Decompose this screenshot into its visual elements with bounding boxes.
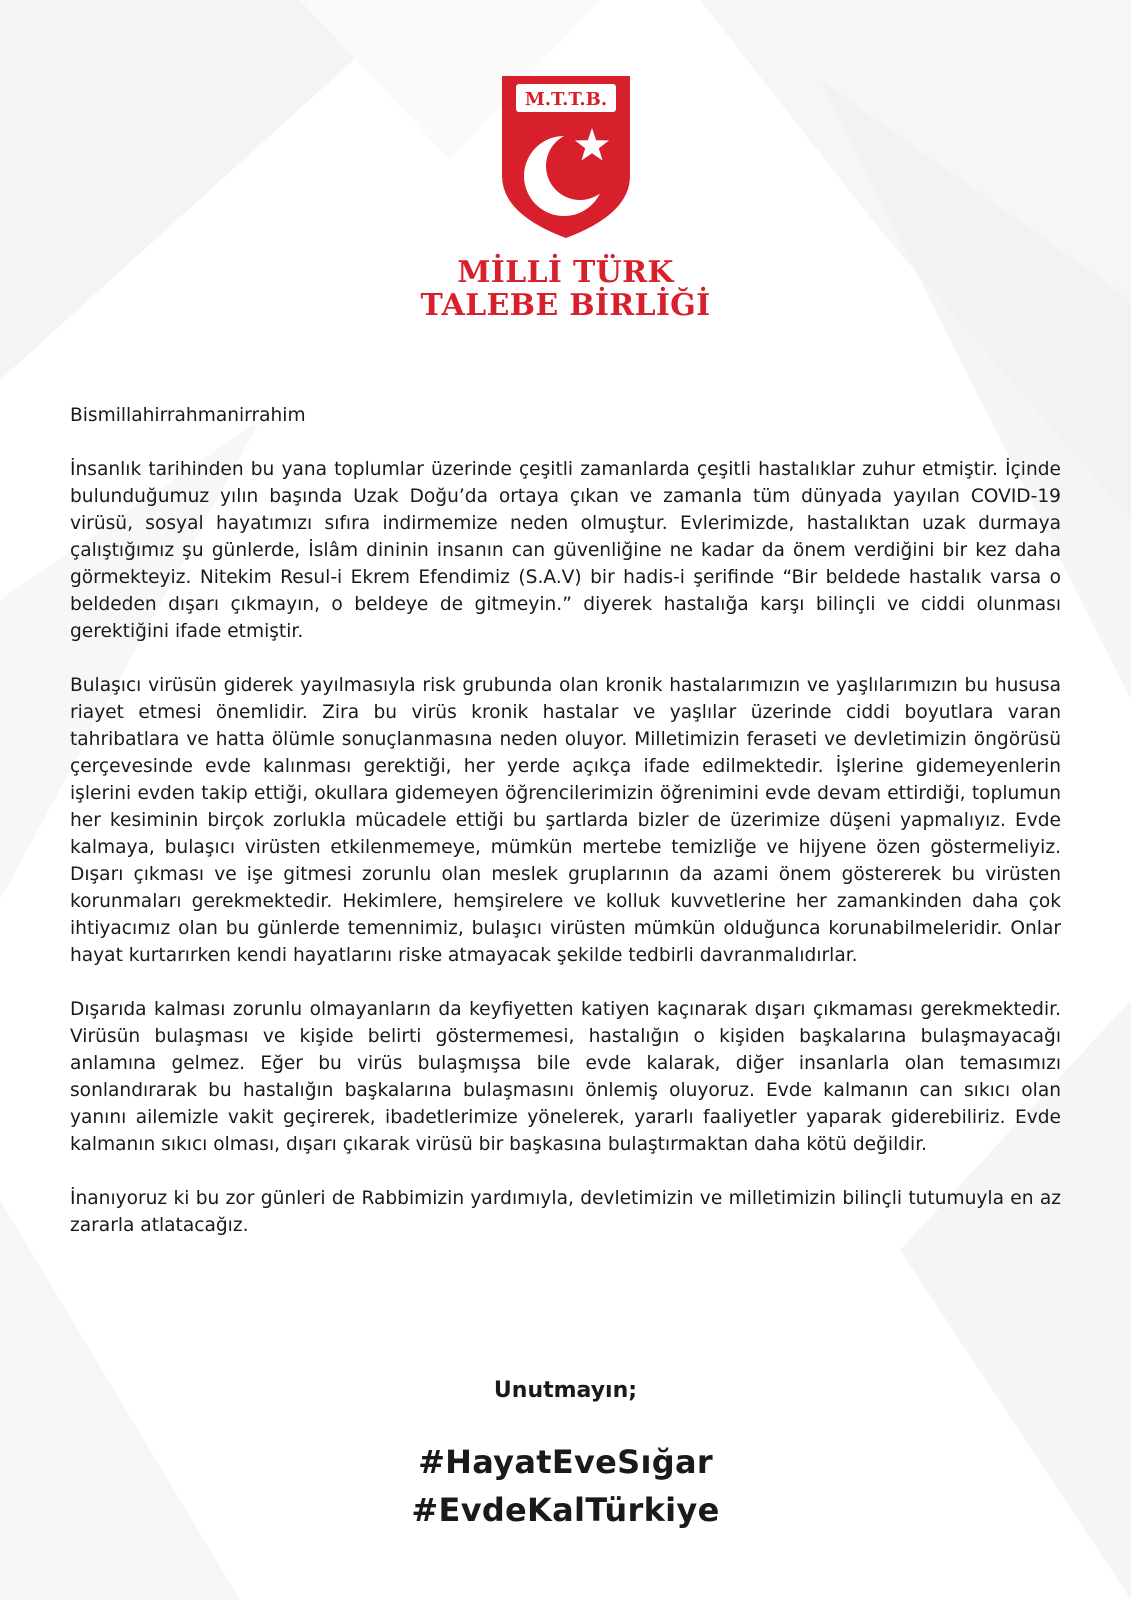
organization-name-line2: TALEBE BİRLİĞİ [420, 288, 711, 323]
letter-paragraph: Bulaşıcı virüsün giderek yayılmasıyla risk grubunda olan kronik hastalarımızın ve yaşlılarımızın bu hususa riayet etmesi önemlidir. Zira bu virüs kronik hastalar ve yaşlılar üzerinde ciddi boyutlara varan tahribatlara ve hatta ölümle sonuçlanmasına neden oluyor. Milletimizin feraseti ve devletimizin öngörüsü çerçevesinde evde kalınması gerektiği, her yerde açıkça ifade edilmektedir. İşlerine gidemeyenlerin işlerini evden takip ettiği, okullara gidemeyen öğrencilerimizin öğrenimini evde devam ettirdiği, toplumun her kesiminin birçok zorlukla mücadele ettiği bu şartlarda bizler de üzerimize düşeni yapmalıyız. Evde kalmaya, bulaşıcı virüsten etkilenmemeye, mümkün mertebe temizliğe ve hijyene özen göstermeliyiz. Dışarı çıkması ve işe gitmesi zorunlu olan meslek gruplarının da azami önem göstererek bu virüsten korunmaları gerekmektedir. Hekimlere, hemşirelere ve kolluk kuvvetlerine her zamankinden daha çok ihtiyacımız olan bu günlerde temennimiz, bulaşıcı virüsten mümkün olduğunca korunabilmeleridir. Onlar hayat kurtarırken kendi hayatlarını riske atmayacak şekilde tedbirli davranmalıdırlar. [70, 675, 1061, 966]
letter-closing [0, 1376, 1131, 1534]
letter-body [70, 402, 1061, 1266]
closing-reminder: Unutmayın; [493, 1378, 638, 1403]
letter-paragraph: Dışarıda kalması zorunlu olmayanların da keyfiyetten katiyen kaçınarak dışarı çıkmaması gerekmektedir. Virüsün bulaşması ve kişide belirti göstermemesi, hastalığın o kişiden başkalarına bulaşmayacağı anlamına gelmez. Eğer bu virüs bulaşmışsa bile evde kalarak, diğer insanlarla olan temasımızı sonlandırarak bu hastalığın başkalarına bulaşmasını önlemiş oluyoruz. Evde kalmanın can sıkıcı olan yanını ailemizle vakit geçirerek, ibadetlerimize yönelerek, yararlı faaliyetler yaparak giderebiliriz. Evde kalmanın sıkıcı olması, dışarı çıkarak virüsü bir başkasına bulaştırmaktan daha kötü değildir. [70, 999, 1061, 1155]
letter-greeting: Bismillahirrahmanirrahim [70, 405, 306, 426]
letter-paragraph: İnanıyoruz ki bu zor günleri de Rabbimizin yardımıyla, devletimizin ve milletimizin bilinçli tutumuyla en az zararla atlatacağız. [70, 1188, 1061, 1236]
organization-name-line1: MİLLİ TÜRK [457, 255, 674, 290]
organization-name [0, 256, 1131, 322]
hashtag-hayat-eve-sigar: #HayatEveSığar [418, 1443, 713, 1481]
crescent-star-shield-icon [496, 72, 636, 242]
logo-badge-text: M.T.T.B. [524, 89, 607, 110]
letter-paragraph: İnsanlık tarihinden bu yana toplumlar üzerinde çeşitli zamanlarda çeşitli hastalıklar zuhur etmiştir. İçinde bulunduğumuz yılın başında Uzak Doğu’da ortaya çıkan ve zamanla tüm dünyada yayılan COVID-19 virüsü, sosyal hayatımızı sıfıra indirmemize neden olmuştur. Evlerimizde, hastalıktan uzak durmaya çalıştığımız şu günlerde, İslâm dininin insanın can güvenliğine ne kadar da önem verdiğini bir kez daha görmekteyiz. Nitekim Resul-i Ekrem Efendimiz (S.A.V) bir hadis-i şerifinde “Bir beldede hastalık varsa o beldeden dışarı çıkmayın, o beldeye de gitmeyin.” diyerek hastalığa karşı bilinçli ve ciddi olunması gerektiğini ifade etmiştir. [70, 459, 1061, 642]
organization-logo [0, 72, 1131, 322]
hashtag-evde-kal-turkiye: #EvdeKalTürkiye [411, 1491, 720, 1529]
